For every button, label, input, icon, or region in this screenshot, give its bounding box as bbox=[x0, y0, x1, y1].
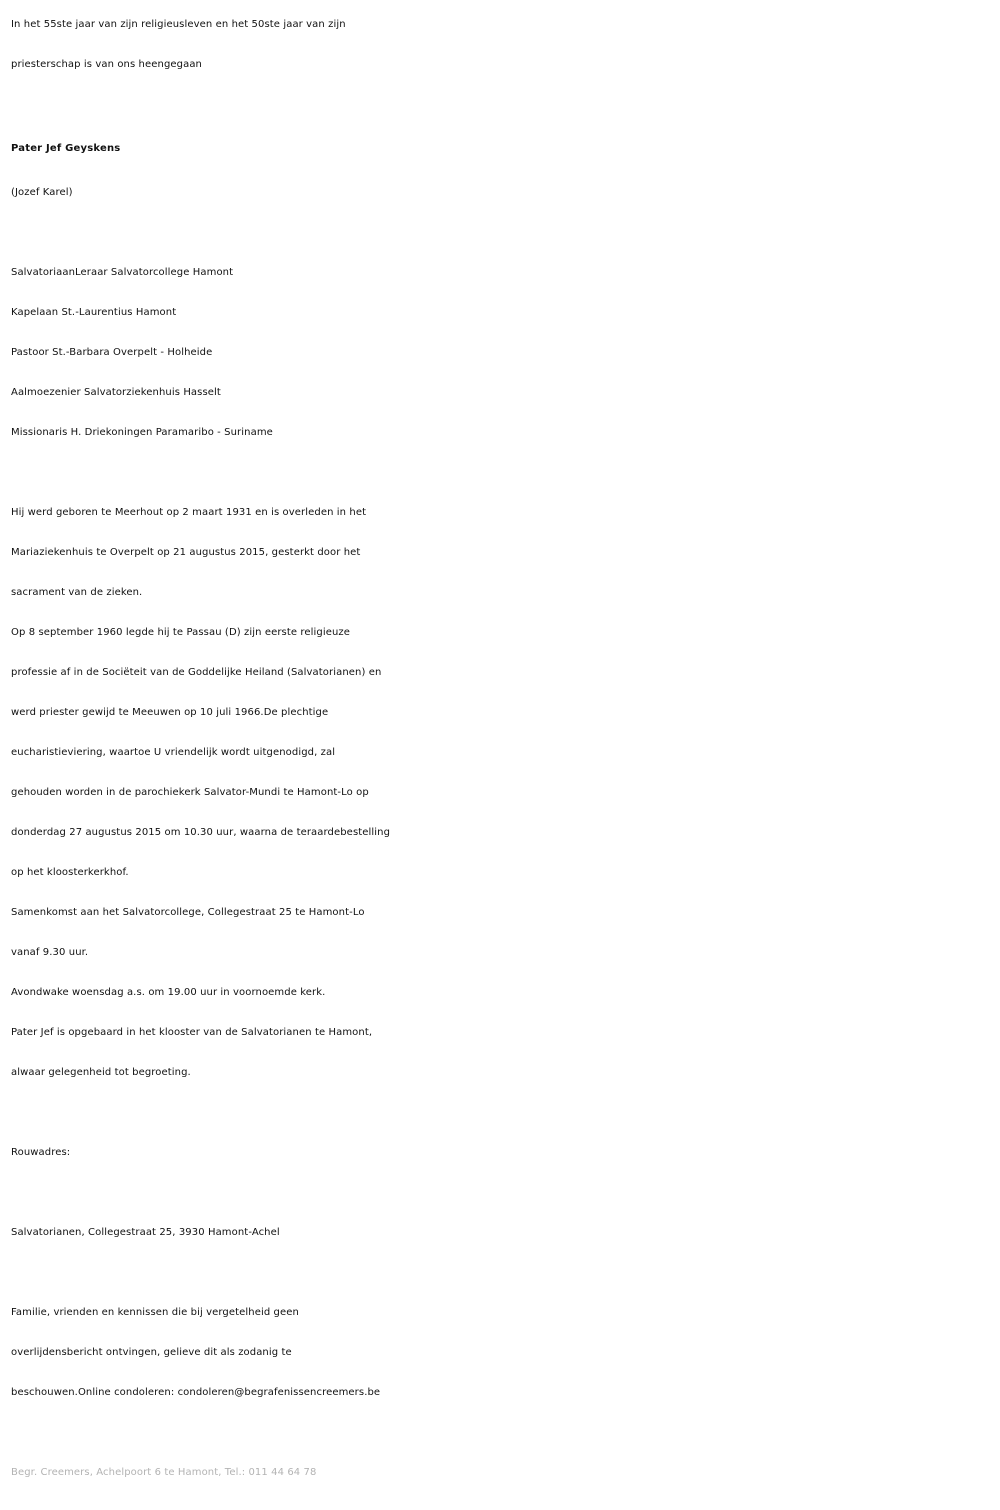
body-text bbox=[11, 493, 996, 1093]
body-line: op het kloosterkerkhof. bbox=[11, 867, 129, 878]
intro-section bbox=[11, 5, 996, 85]
body-line: werd priester gewijd te Meeuwen op 10 juli 1966.De plechtige bbox=[11, 707, 329, 718]
closing-line: overlijdensbericht ontvingen, gelieve dit als zodanig te bbox=[11, 1347, 292, 1358]
body-line: Samenkomst aan het Salvatorcollege, Collegestraat 25 te Hamont-Lo bbox=[11, 907, 365, 918]
rouwadres-label: Rouwadres: bbox=[11, 1147, 71, 1158]
body-line: Op 8 september 1960 legde hij te Passau (D) zijn eerste religieuze bbox=[11, 627, 351, 638]
given-names: (Jozef Karel) bbox=[11, 187, 73, 198]
body-line: donderdag 27 augustus 2015 om 10.30 uur, waarna de teraardebestelling bbox=[11, 827, 391, 838]
obituary-notice bbox=[11, 0, 996, 1493]
body-line: Mariaziekenhuis te Overpelt op 21 augustus 2015, gesterkt door het bbox=[11, 547, 361, 558]
deceased-name: Pater Jef Geyskens bbox=[11, 143, 121, 154]
spacer bbox=[11, 1093, 996, 1133]
body-line: gehouden worden in de parochiekerk Salvator-Mundi te Hamont-Lo op bbox=[11, 787, 369, 798]
spacer bbox=[11, 1253, 996, 1293]
intro-line: In het 55ste jaar van zijn religieusleven en het 50ste jaar van zijn bbox=[11, 19, 346, 30]
function-item: SalvatoriaanLeraar Salvatorcollege Hamont bbox=[11, 267, 234, 278]
body-line: eucharistieviering, waartoe U vriendelijk wordt uitgenodigd, zal bbox=[11, 747, 336, 758]
spacer bbox=[11, 453, 996, 493]
spacer bbox=[11, 1173, 996, 1213]
body-line: Avondwake woensdag a.s. om 19.00 uur in voornoemde kerk. bbox=[11, 987, 326, 998]
function-item: Pastoor St.-Barbara Overpelt - Holheide bbox=[11, 347, 213, 358]
spacer bbox=[11, 1413, 996, 1453]
closing-line: Familie, vrienden en kennissen die bij vergetelheid geen bbox=[11, 1307, 299, 1318]
closing-text bbox=[11, 1293, 996, 1413]
body-line: Pater Jef is opgebaard in het klooster van de Salvatorianen te Hamont, bbox=[11, 1027, 373, 1038]
funeral-home-footer: Begr. Creemers, Achelpoort 6 te Hamont, Tel.: 011 44 64 78 bbox=[11, 1467, 317, 1478]
spacer bbox=[11, 213, 996, 253]
function-item: Kapelaan St.-Laurentius Hamont bbox=[11, 307, 177, 318]
intro-line: priesterschap is van ons heengegaan bbox=[11, 59, 202, 70]
body-line: alwaar gelegenheid tot begroeting. bbox=[11, 1067, 191, 1078]
closing-line: beschouwen.Online condoleren: condoleren@begrafenissencreemers.be bbox=[11, 1387, 381, 1398]
function-item: Aalmoezenier Salvatorziekenhuis Hasselt bbox=[11, 387, 221, 398]
body-line: professie af in de Sociëteit van de Goddelijke Heiland (Salvatorianen) en bbox=[11, 667, 382, 678]
body-line: sacrament van de zieken. bbox=[11, 587, 143, 598]
body-line: Hij werd geboren te Meerhout op 2 maart 1931 en is overleden in het bbox=[11, 507, 367, 518]
body-line: vanaf 9.30 uur. bbox=[11, 947, 89, 958]
rouwadres-address: Salvatorianen, Collegestraat 25, 3930 Hamont-Achel bbox=[11, 1227, 280, 1238]
function-item: Missionaris H. Driekoningen Paramaribo - Suriname bbox=[11, 427, 273, 438]
functions-list bbox=[11, 253, 996, 453]
